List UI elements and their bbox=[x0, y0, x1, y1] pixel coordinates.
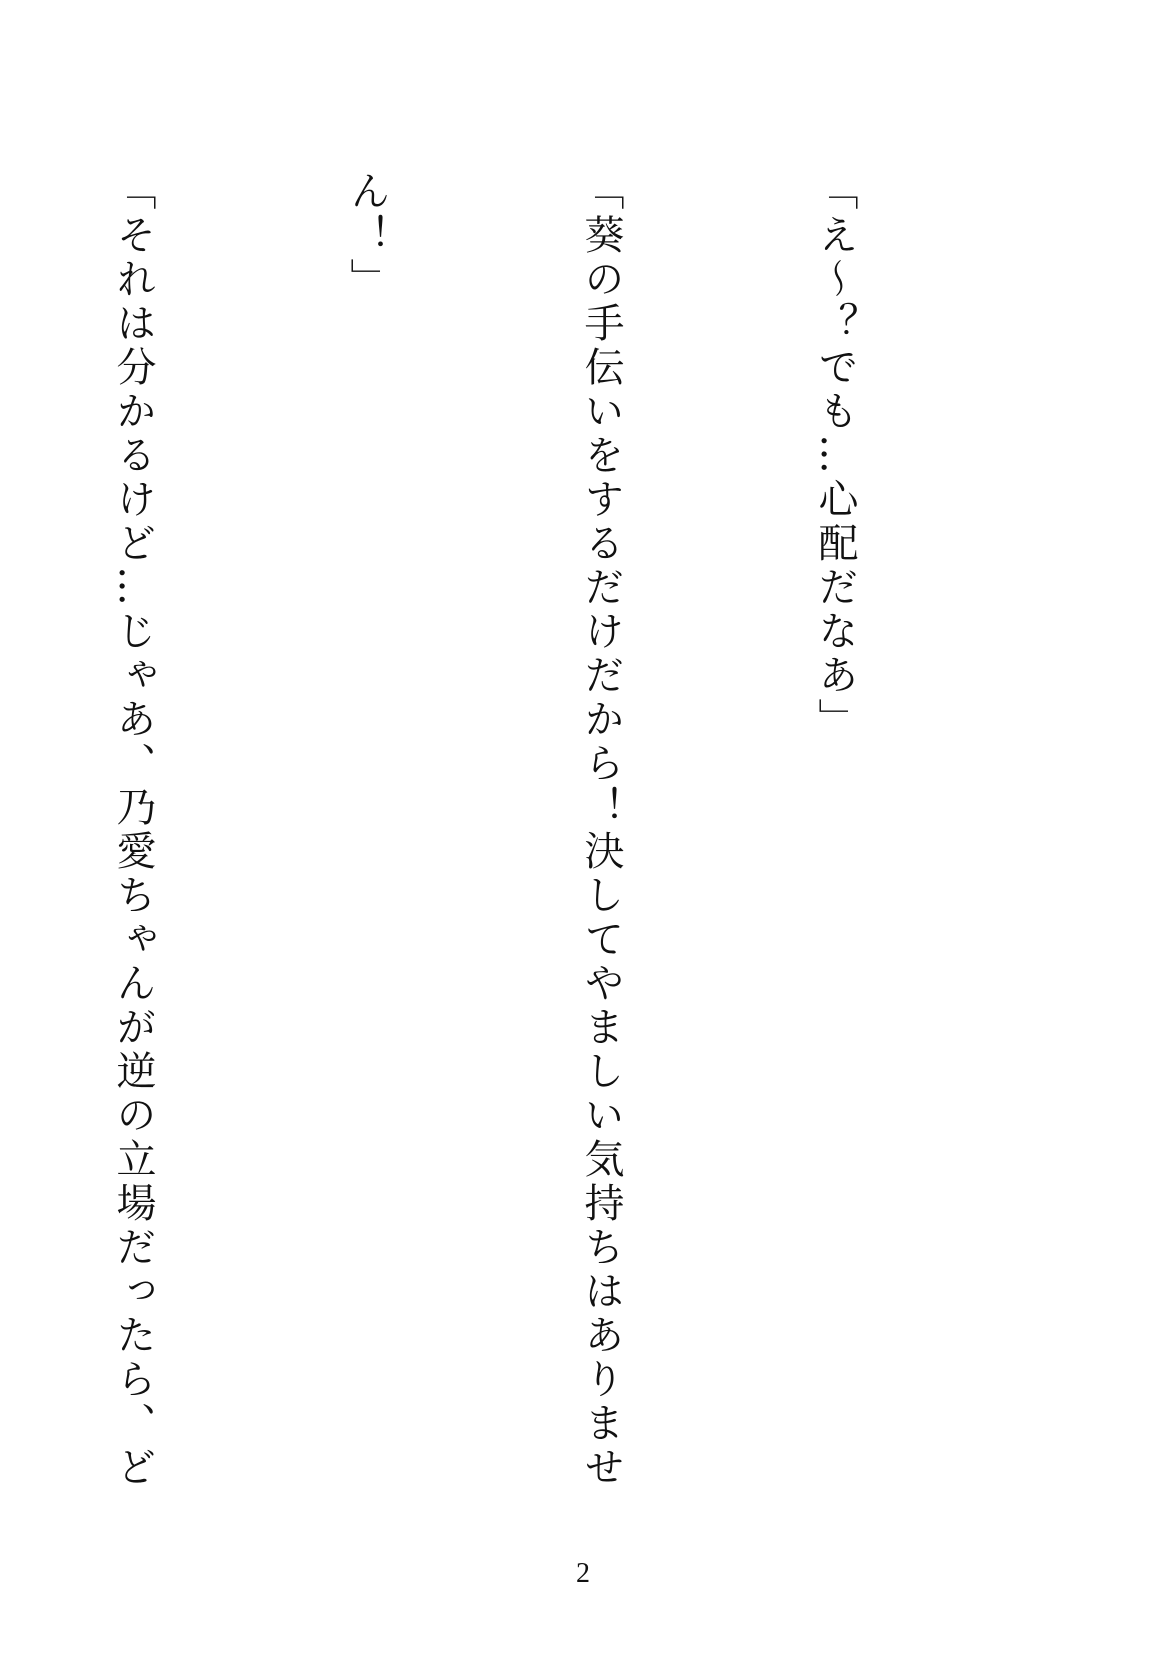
text-line: ん！」 bbox=[344, 170, 390, 302]
vertical-text-block bbox=[110, 170, 1030, 1570]
text-line: 「それは分かるけど…じゃあ、乃愛ちゃんが逆の立場だったら、ど bbox=[110, 170, 156, 1490]
text-line: 「葵の手伝いをするだけだから！決してやましい気持ちはありませ bbox=[578, 170, 624, 1490]
page-number: 2 bbox=[576, 1558, 590, 1589]
text-line: 「え～？でも…心配だなあ」 bbox=[812, 170, 858, 742]
